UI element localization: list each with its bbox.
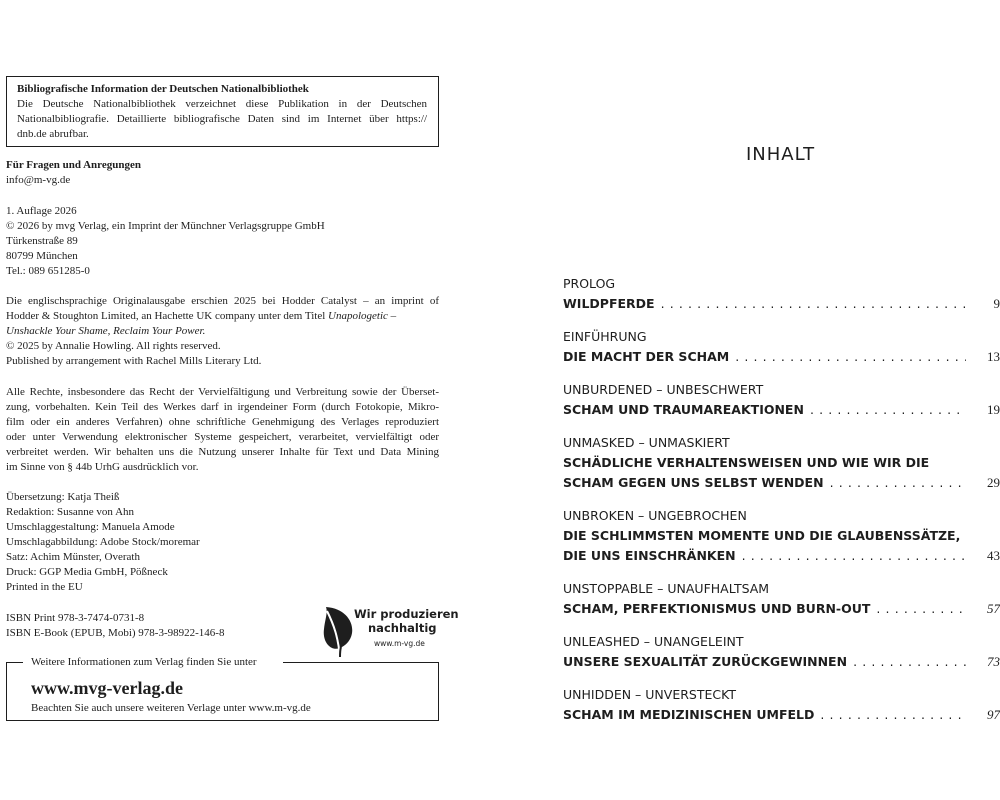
divider <box>6 662 23 663</box>
toc-section-label: UNHIDDEN – UNVERSTECKT <box>563 687 736 702</box>
publisher-info-footer: Beachten Sie auch unsere weiteren Verlage unter www.m-vg.de <box>31 702 311 714</box>
toc-page-number: 9 <box>993 296 1000 311</box>
toc-section-label: UNBROKEN – UNGEBROCHEN <box>563 508 747 523</box>
original-title: Unapologetic – <box>328 310 397 322</box>
toc-leader-dots <box>661 295 966 313</box>
toc-page-number: 73 <box>987 654 1000 669</box>
credit-line: Druck: GGP Media GmbH, Pößneck <box>6 566 168 578</box>
toc-entry-title: SCHAM, PERFEKTIONISMUS UND BURN-OUT <box>563 601 871 616</box>
toc-entry-title: DIE UNS EINSCHRÄNKEN <box>563 548 736 563</box>
toc-entry-title: SCHAM GEGEN UNS SELBST WENDEN <box>563 475 824 490</box>
toc-page-number: 29 <box>987 475 1000 490</box>
toc-entry-title: UNSERE SEXUALITÄT ZURÜCKGEWINNEN <box>563 654 848 669</box>
contact-heading: Für Fragen und Anregungen <box>6 159 141 171</box>
badge-line: Wir produzieren <box>354 607 459 621</box>
toc-title: INHALT <box>746 144 816 165</box>
copyright-line: © 2026 by mvg Verlag, ein Imprint der Münchner Verlagsgruppe GmbH <box>6 220 325 232</box>
edition-line: 1. Auflage 2026 <box>6 205 77 217</box>
toc-entry-title: WILDPFERDE <box>563 296 655 311</box>
toc-entry[interactable] <box>563 348 1000 366</box>
rights-line: im Sinne von § 44b UrhG ausdrücklich vor. <box>6 461 199 473</box>
address-city: 80799 München <box>6 250 78 262</box>
toc-leader-dots <box>735 348 966 366</box>
isbn-ebook: ISBN E-Book (EPUB, Mobi) 978-3-98922-146-8 <box>6 627 225 639</box>
address-street: Türkenstraße 89 <box>6 235 78 247</box>
toc-section-label: UNLEASHED – UNANGELEINT <box>563 634 744 649</box>
phone-number: Tel.: 089 651285-0 <box>6 265 90 277</box>
bibliographic-info-line: Nationalbibliografie. Detaillierte bibliografische Daten sind im Internet über https:// <box>17 113 427 125</box>
toc-entry-title: SCHAM IM MEDIZINISCHEN UMFELD <box>563 707 815 722</box>
rights-line: oder unter Verwendung elektronischer Systeme gespeichert, verarbeitet, vervielfältigt oder <box>6 431 439 443</box>
bibliographic-info-line: dnb.de abrufbar. <box>17 128 89 140</box>
original-copyright: © 2025 by Annalie Howling. All rights reserved. <box>6 340 221 352</box>
toc-entry[interactable] <box>563 706 1000 724</box>
rights-line: film oder ein anderes Verfahren) ohne schriftliche Genehmigung des Verlages reproduziert <box>6 416 439 428</box>
toc-leader-dots <box>853 653 966 671</box>
toc-leader-dots <box>876 600 966 618</box>
toc-section-label: UNMASKED – UNMASKIERT <box>563 435 730 450</box>
credit-line: Redaktion: Susanne von Ahn <box>6 506 135 518</box>
toc-page-number: 19 <box>987 402 1000 417</box>
toc-page-number: 57 <box>987 601 1000 616</box>
toc-leader-dots <box>742 547 966 565</box>
badge-url: www.m-vg.de <box>374 639 425 648</box>
publisher-website-link[interactable]: www.mvg-verlag.de <box>31 678 183 698</box>
toc-section-label: EINFÜHRUNG <box>563 329 647 344</box>
sustainability-badge <box>320 603 459 658</box>
contact-email: info@m-vg.de <box>6 174 71 186</box>
toc-entry-title: DIE MACHT DER SCHAM <box>563 349 730 364</box>
isbn-print: ISBN Print 978-3-7474-0731-8 <box>6 612 145 624</box>
credit-line: Übersetzung: Katja Theiß <box>6 491 120 503</box>
original-edition-line: Die englischsprachige Originalausgabe erschien 2025 bei Hodder Catalyst – an imprint of <box>6 295 439 307</box>
toc-section-label: PROLOG <box>563 276 616 291</box>
arrangement-note: Published by arrangement with Rachel Mills Literary Ltd. <box>6 355 262 367</box>
original-title-continued: Unshackle Your Shame, Reclaim Your Power. <box>6 325 206 337</box>
credit-line: Satz: Achim Münster, Overath <box>6 551 140 563</box>
toc-entry-title[interactable]: DIE SCHLIMMSTEN MOMENTE UND DIE GLAUBENSSÄTZE, <box>563 528 961 543</box>
publisher-info-heading: Weitere Informationen zum Verlag finden Sie unter <box>31 656 257 668</box>
original-edition-line: Hodder & Stoughton Limited, an Hachette UK company unter dem Titel Unapologetic – <box>6 310 397 322</box>
toc-entry[interactable] <box>563 474 1000 492</box>
toc-entry-title: SCHAM UND TRAUMAREAKTIONEN <box>563 402 804 417</box>
toc-leader-dots <box>820 706 966 724</box>
toc-section-label: UNSTOPPABLE – UNAUFHALTSAM <box>563 581 770 596</box>
toc-entry[interactable] <box>563 295 1000 313</box>
toc-entry[interactable] <box>563 401 1000 419</box>
toc-entry[interactable] <box>563 653 1000 671</box>
credit-line: Printed in the EU <box>6 581 83 593</box>
rights-line: verbreitet werden. Wir behalten uns die Nutzung unserer Inhalte für Text und Data Mining <box>6 446 439 458</box>
credit-line: Umschlagabbildung: Adobe Stock/moremar <box>6 536 200 548</box>
toc-page-number: 43 <box>987 548 1000 563</box>
badge-line: nachhaltig <box>368 621 437 635</box>
rights-line: Alle Rechte, insbesondere das Recht der Vervielfältigung und Verbreitung sowie der Überset- <box>6 386 439 398</box>
toc-leader-dots <box>830 474 966 492</box>
toc-page-number: 97 <box>987 707 1000 722</box>
toc-page-number: 13 <box>987 349 1000 364</box>
divider <box>283 662 439 663</box>
credit-line: Umschlaggestaltung: Manuela Amode <box>6 521 175 533</box>
toc-section-label: UNBURDENED – UNBESCHWERT <box>563 382 764 397</box>
bibliographic-info-line: Die Deutsche Nationalbibliothek verzeichnet diese Publikation in der Deutschen <box>17 98 427 110</box>
toc-entry[interactable] <box>563 547 1000 565</box>
toc-entry-title[interactable]: SCHÄDLICHE VERHALTENSWEISEN UND WIE WIR DIE <box>563 455 930 470</box>
toc-entry[interactable] <box>563 600 1000 618</box>
bibliographic-info-title: Bibliografische Information der Deutschen Nationalbibliothek <box>17 83 309 95</box>
rights-line: zung, vorbehalten. Kein Teil des Werkes darf in irgendeiner Form (durch Fotokopie, Mikro- <box>6 401 439 413</box>
toc-leader-dots <box>810 401 966 419</box>
